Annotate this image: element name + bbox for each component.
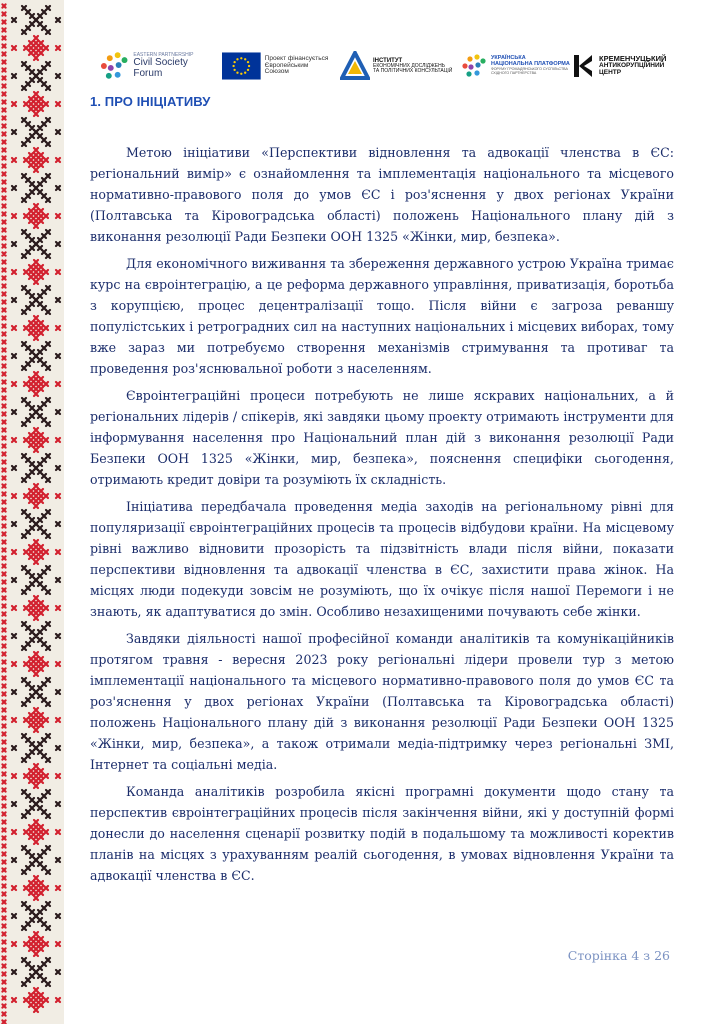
paragraph: Ініціатива передбачала проведення медіа заходів на регіональному рівні для популяризації євроінтеграційних процесів та процесів відбудови країни. На місцевому рівні важливо відновити прозорість та підзвітність влади після війни, показати перспективи відновлення та адвокації членства в ЄС, захистити права жінок. На місцях люди подекуди зовсім не розуміють, що їх очікує після нашої Перемоги і не знають, як адаптуватися до змін. Особливо незахищеними почувають себе жінки.	[90, 499, 674, 619]
embroidery-pattern	[0, 0, 64, 1024]
eap-small-label: EASTERN PARTNERSHIP	[133, 51, 194, 58]
partner-logos	[98, 40, 698, 92]
paragraph: Метою ініціативи «Перспективи відновлення та адвокації членства в ЄС: регіональний вимір» є ознайомлення та імплементація національного та місцевого нормативно-правового поля до умов ЄС і роз'яснення у двох регіонах України (Полтавська та Кіровоградська області) положень Національного плану дій з виконання резолюції Ради Безпеки ООН 1325 «Жінки, мир, безпека».	[90, 145, 674, 244]
institute-triangle-icon	[340, 51, 370, 81]
eu-line-1: Проект фінансується	[264, 54, 329, 62]
kac-logo	[572, 40, 684, 92]
paragraph: Євроінтеграційні процеси потребують не лише яскравих національних, а й регіональних лідерів / спікерів, які завдяки цьому проекту отримають інструменти для інформування населення про Національний план дій з виконання резолюції Ради Безпеки ООН 1325 «Жінки, мир, безпека», пояснення специфіки сьогодення, отримають кредит довіри та розуміють їх складність.	[90, 388, 674, 487]
unp-logo	[460, 40, 580, 92]
institute-line-1: ІНСТИТУТ	[373, 57, 403, 64]
institute-logo	[340, 40, 460, 92]
unp-line-4: СХІДНОГО ПАРТНЕРСТВА	[491, 70, 537, 75]
kac-mark-icon	[572, 52, 596, 80]
document-body	[90, 142, 674, 892]
eap-csf-logo	[98, 40, 218, 92]
eap-main-label: Civil Society Forum	[133, 57, 188, 79]
paragraph: Команда аналітиків розробила якісні програмні документи щодо стану та перспектив євроінтеграційних процесів після закінчення війни, які у доступній формі донесли до населення сценарії розвитку подій в подальшому та можливості коректив планів на місцях з урахуванням реалій сьогодення, в умовах відновлення України та адвокації членства в ЄС.	[90, 784, 674, 883]
unp-line-2: НАЦІОНАЛЬНА ПЛАТФОРМА	[491, 61, 570, 68]
section-heading: 1. ПРО ІНІЦІАТИВУ	[90, 94, 211, 109]
paragraph: Для економічного виживання та збереження державного устрою Україна тримає курс на євроінтеграцію, а це реформа державного управління, приватизація, боротьба з корупцією, процес децентралізації тощо. Після війни є загроза реваншу популістських і ретроградних сил на наступних національних і місцевих виборах, тому вже зараз ми потребуємо створення механізмів стримування та противаг та проведення роз'яснювальної роботи з населенням.	[90, 256, 674, 376]
institute-line-3: ТА ПОЛІТИЧНИХ КОНСУЛЬТАЦІЙ	[373, 68, 453, 75]
institute-line-2: ЕКОНОМІЧНИХ ДОСЛІДЖЕНЬ	[373, 62, 446, 69]
kac-line-2: АНТИКОРУПЦІЙНИЙ	[599, 62, 665, 70]
paragraph: Завдяки діяльності нашої професійної команди аналітиків та комунікаційників протягом травня - вересня 2023 року регіональні лідери провели тур з метою імплементації національного та місцевого нормативно-правового поля до умов ЄС та роз'яснення у двох регіонах України (Полтавська та Кіровоградська області) положень Національного плану дій з виконання резолюції Ради Безпеки ООН 1325 «Жінки, мир, безпека», а також отримали медіа-підтримку через регіональні ЗМІ, Інтернет та соціальні медіа.	[90, 631, 674, 772]
unp-line-1: УКРАЇНСЬКА	[491, 55, 526, 62]
eu-line-2: Європейським Союзом	[264, 61, 309, 76]
unp-dots-icon	[460, 52, 488, 80]
page-number: Сторінка 4 з 26	[567, 948, 670, 963]
eap-dots-icon	[98, 49, 131, 83]
eu-flag-icon	[222, 52, 261, 80]
eu-logo	[222, 40, 332, 92]
unp-line-3: ФОРУМУ ГРОМАДЯНСЬКОГО СУСПІЛЬСТВА	[491, 67, 568, 71]
embroidery-border	[0, 0, 64, 1024]
kac-line-3: ЦЕНТР	[599, 68, 622, 76]
kac-line-1: КРЕМЕНЧУЦЬКИЙ	[599, 54, 667, 64]
